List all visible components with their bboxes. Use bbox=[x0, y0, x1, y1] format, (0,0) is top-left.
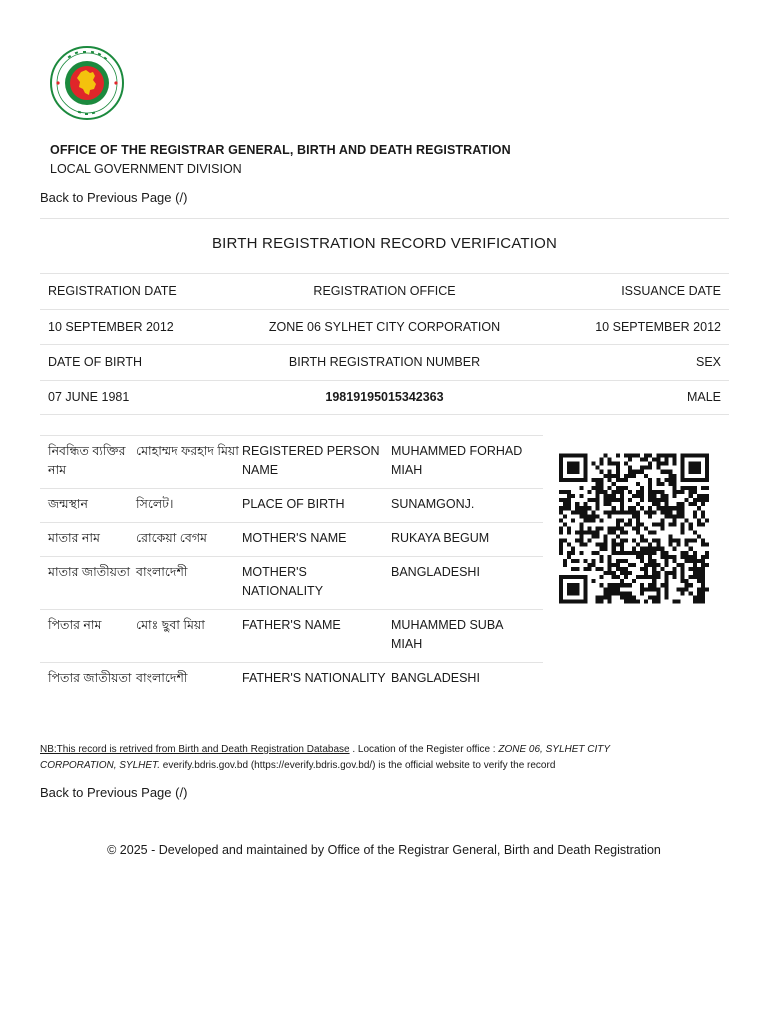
summary-header-row bbox=[40, 344, 729, 380]
back-to-previous-page-link[interactable]: Back to Previous Page (/) bbox=[40, 785, 188, 800]
en-field-label: FATHER'S NATIONALITY bbox=[242, 671, 386, 685]
organization-subtitle: LOCAL GOVERNMENT DIVISION bbox=[50, 162, 242, 176]
en-field-label: REGISTERED PERSON NAME bbox=[242, 444, 380, 477]
person-details-table bbox=[40, 435, 543, 696]
bn-field-value: মোহাম্মদ ফরহাদ মিয়া bbox=[136, 444, 239, 458]
summary-header-row bbox=[40, 273, 729, 309]
government-seal-icon bbox=[50, 46, 124, 120]
table-row bbox=[40, 436, 543, 489]
table-row bbox=[40, 663, 543, 696]
bn-field-label: পিতার জাতীয়তা bbox=[48, 671, 132, 685]
en-field-label: FATHER'S NAME bbox=[242, 618, 341, 632]
issuance-date-value: 10 SEPTEMBER 2012 bbox=[595, 319, 721, 334]
table-row bbox=[40, 610, 543, 663]
note-text: everify.bdris.gov.bd (https://everify.bdris.gov.bd/) is the official website to verify the record bbox=[160, 760, 556, 771]
date-of-birth-value: 07 JUNE 1981 bbox=[48, 390, 130, 405]
en-field-value: RUKAYA BEGUM bbox=[391, 531, 490, 545]
verification-note bbox=[40, 742, 680, 774]
issuance-date-label: ISSUANCE DATE bbox=[621, 284, 721, 299]
en-field-label: MOTHER'S NATIONALITY bbox=[242, 565, 324, 598]
organization-title: OFFICE OF THE REGISTRAR GENERAL, BIRTH AND DEATH REGISTRATION bbox=[50, 143, 511, 157]
database-source-note: NB:This record is retrived from Birth and Death Registration Database bbox=[40, 744, 350, 755]
en-field-value: MUHAMMED FORHAD MIAH bbox=[391, 444, 523, 477]
summary-value-row bbox=[40, 309, 729, 345]
birth-registration-number-label: BIRTH REGISTRATION NUMBER bbox=[288, 355, 481, 370]
registration-date-label: REGISTRATION DATE bbox=[48, 284, 177, 299]
en-field-value: BANGLADESHI bbox=[391, 565, 480, 579]
divider bbox=[40, 218, 729, 219]
summary-value-row bbox=[40, 380, 729, 416]
register-office-location: ZONE 06, SYLHET CITY CORPORATION, SYLHET. bbox=[40, 744, 610, 771]
registration-office-label: REGISTRATION OFFICE bbox=[313, 284, 456, 299]
bn-field-label: জন্মস্থান bbox=[48, 497, 89, 511]
en-field-value: BANGLADESHI bbox=[391, 671, 480, 685]
date-of-birth-label: DATE OF BIRTH bbox=[48, 355, 142, 370]
bn-field-value: মোঃ ছুবা মিয়া bbox=[136, 618, 205, 632]
sex-value: MALE bbox=[686, 390, 721, 405]
footer-copyright: © 2025 - Developed and maintained by Office of the Registrar General, Birth and Death Registration bbox=[107, 843, 661, 857]
bn-field-value: বাংলাদেশী bbox=[136, 565, 188, 579]
note-text: . Location of the Register office : bbox=[349, 744, 499, 755]
bn-field-value: বাংলাদেশী bbox=[136, 671, 188, 685]
table-row bbox=[40, 557, 543, 610]
bn-field-value: সিলেট। bbox=[136, 497, 174, 511]
table-row bbox=[40, 489, 543, 523]
sex-label: SEX bbox=[695, 355, 721, 370]
bn-field-label: নিবন্ধিত ব্যক্তির নাম bbox=[48, 444, 126, 477]
bn-field-label: মাতার জাতীয়তা bbox=[48, 565, 131, 579]
registration-date-value: 10 SEPTEMBER 2012 bbox=[48, 319, 174, 334]
bn-field-value: রোকেয়া বেগম bbox=[136, 531, 207, 545]
en-field-value: SUNAMGONJ. bbox=[391, 497, 475, 511]
page-title: BIRTH REGISTRATION RECORD VERIFICATION bbox=[211, 235, 558, 252]
en-field-label: MOTHER'S NAME bbox=[242, 531, 347, 545]
qr-code-icon bbox=[559, 451, 709, 606]
registration-office-value: ZONE 06 SYLHET CITY CORPORATION bbox=[268, 319, 501, 334]
back-to-previous-page-link[interactable]: Back to Previous Page (/) bbox=[40, 190, 188, 205]
en-field-label: PLACE OF BIRTH bbox=[242, 497, 345, 511]
bn-field-label: মাতার নাম bbox=[48, 531, 100, 545]
registration-summary-table bbox=[40, 273, 729, 415]
table-row bbox=[40, 523, 543, 557]
bn-field-label: পিতার নাম bbox=[48, 618, 102, 632]
birth-registration-number-value: 19819195015342363 bbox=[325, 390, 444, 405]
en-field-value: MUHAMMED SUBA MIAH bbox=[391, 618, 503, 651]
